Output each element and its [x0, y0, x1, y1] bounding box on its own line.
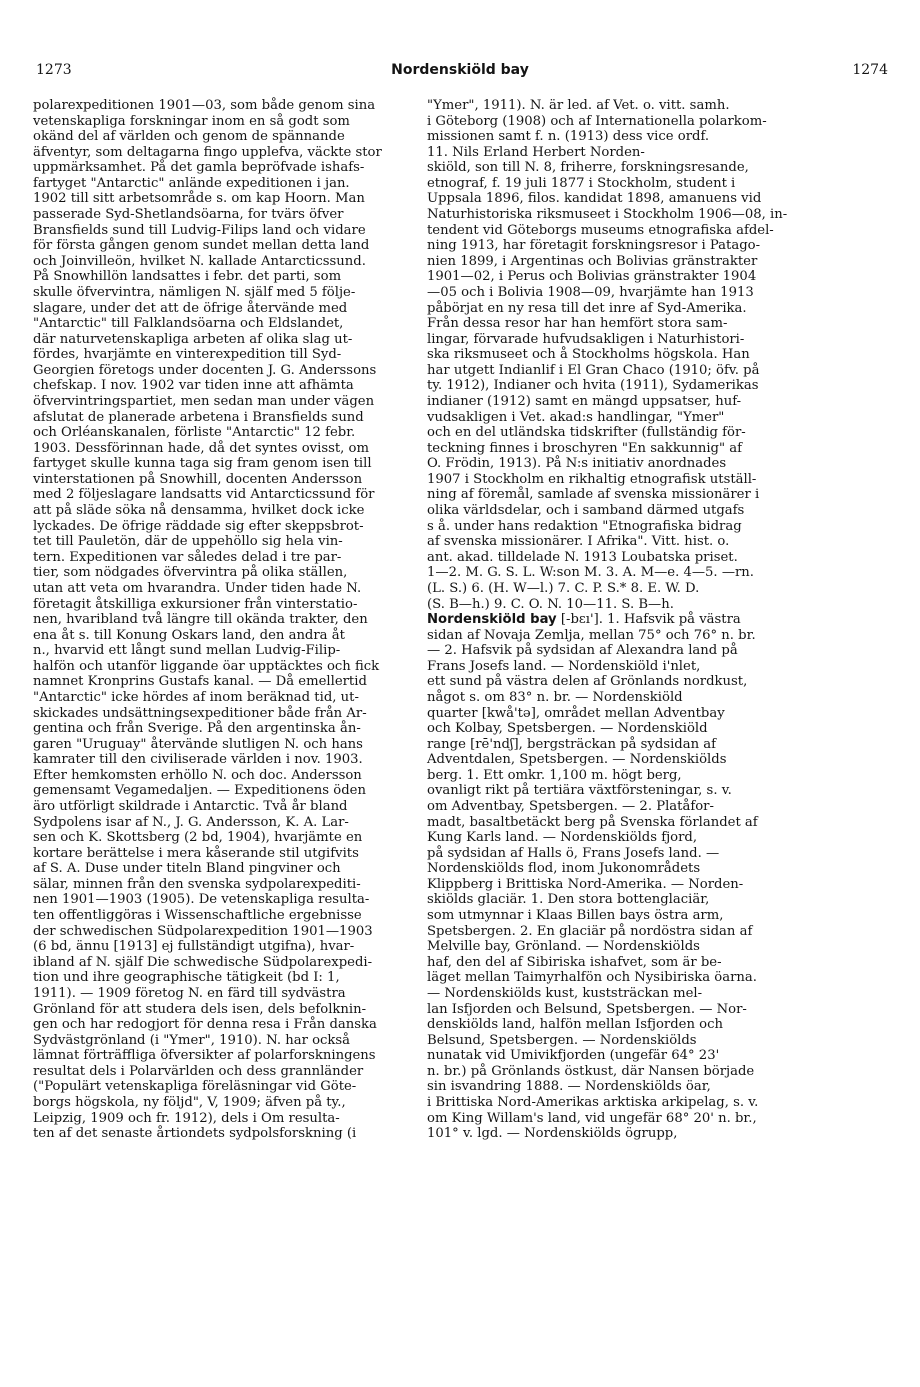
text-line: "Ymer", 1911). N. är led. af Vet. o. vitt. samh.: [427, 98, 730, 113]
text-line: haf, den del af Sibiriska ishafvet, som är be-: [427, 954, 722, 970]
text-line: Från dessa resor har han hemfört stora sam-: [427, 316, 728, 332]
text-line: att på släde söka nå densamma, hvilket dock icke: [33, 503, 365, 519]
left-text-column: [33, 98, 419, 1142]
text-line: skiölds glaciär. 1. Den stora bottenglaciär,: [427, 892, 710, 908]
text-line: Nordenskiölds flod, inom Jukonområdets: [427, 861, 701, 877]
text-line: n. br.) på Grönlands östkust, där Nansen började: [427, 1063, 755, 1079]
text-line: nien 1899, i Argentinas och Bolivias gränstrakter: [427, 253, 758, 269]
text-line: nunatak vid Umivikfjorden (ungefär 64° 23': [427, 1048, 720, 1064]
text-line: som utmynnar i Klaas Billen bays östra arm,: [427, 908, 724, 924]
text-line: i Brittiska Nord-Amerikas arktiska arkipelag, s. v.: [427, 1095, 759, 1110]
text-line: lan Isfjorden och Belsund, Spetsbergen. — Nor-: [427, 1001, 747, 1017]
text-line: fartyget skulle kunna taga sig fram genom isen till: [33, 456, 372, 472]
text-line: indianer (1912) samt en mängd uppsatser, huf-: [427, 393, 742, 409]
page-number-right: 1274: [852, 62, 888, 78]
text-line: 1907 i Stockholm en rikhaltig etnografisk utställ-: [427, 471, 757, 487]
text-line: gentina och från Sverige. På den argentinska ån-: [33, 721, 361, 737]
text-line: Grönland för att studera dels isen, dels befolknin-: [33, 1001, 367, 1017]
text-line: etnograf, f. 19 juli 1877 i Stockholm, student i: [427, 175, 736, 191]
text-line: — Nordenskiölds kust, kuststräckan mel-: [427, 985, 703, 1001]
text-line: Nordenskiöld bay [-bɛı']. 1. Hafsvik på västra: [427, 612, 741, 628]
text-line: Melville bay, Grönland. — Nordenskiölds: [427, 939, 700, 955]
text-line: med 2 följeslagare landsatts vid Antarcticssund för: [33, 487, 375, 503]
text-line: Kung Karls land. — Nordenskiölds fjord,: [427, 830, 698, 846]
text-line: Leipzig, 1909 och fr. 1912), dels i Om resulta-: [33, 1110, 340, 1126]
right-text-column: [427, 98, 819, 1142]
text-line: På Snowhillön landsattes i febr. det parti, som: [33, 269, 342, 285]
text-line: polarexpeditionen 1901—03, som både genom sina: [33, 98, 376, 113]
text-line: ovanligt rikt på tertiära växtförsteningar, s. v.: [427, 783, 732, 799]
text-line: (L. S.) 6. (H. W—l.) 7. C. P. S.* 8. E. W. D.: [427, 580, 700, 596]
page-number-left: 1273: [36, 62, 72, 78]
text-line: okänd del af världen och genom de spännande: [33, 129, 345, 145]
text-line: 1911). — 1909 företog N. en färd till sydvästra: [33, 985, 346, 1001]
text-line: läget mellan Taimyrhalfön och Nysibiriska öarna.: [427, 970, 757, 986]
text-line: missionen samt f. n. (1913) dess vice ordf.: [427, 129, 710, 145]
text-line: 1903. Dessförinnan hade, då det syntes ovisst, om: [33, 440, 369, 456]
text-line: lyckades. De öfrige räddade sig efter skeppsbrot-: [33, 518, 364, 534]
text-line: —05 och i Bolivia 1908—09, hvarjämte han 1913: [427, 284, 754, 300]
text-line: "Antarctic" till Falklandsöarna och Eldslandet,: [33, 316, 344, 332]
text-line: ett sund på västra delen af Grönlands nordkust,: [427, 674, 748, 690]
text-line: olika världsdelar, och i samband därmed utgafs: [427, 503, 745, 519]
text-line: borgs högskola, ny följd", V, 1909; äfven på ty.,: [33, 1095, 346, 1110]
text-line: ty. 1912), Indianer och hvita (1911), Sydamerikas: [427, 378, 759, 394]
text-line: vudsakligen i Vet. akad:s handlingar, "Ymer": [427, 409, 725, 425]
text-line: där naturvetenskapliga arbeten af olika slag ut-: [33, 331, 353, 347]
text-line: ten offentliggöras i Wissenschaftliche ergebnisse: [33, 908, 362, 924]
text-line: på sydsidan af Halls ö, Frans Josefs land. —: [427, 845, 720, 861]
text-line: och en del utländska tidskrifter (fullständig för-: [427, 425, 746, 441]
text-line: Georgien företogs under docenten J. G. Anderssons: [33, 362, 377, 378]
text-line: resultat dels i Polarvärlden och dess grannländer: [33, 1063, 364, 1079]
text-line: påbörjat en ny resa till det inre af Syd-Amerika.: [427, 300, 747, 316]
text-line: tion und ihre geographische tätigkeit (bd I: 1,: [33, 970, 340, 986]
text-line: af svenska missionärer. I Afrika". Vitt. hist. o.: [427, 534, 730, 550]
text-line: sen och K. Skottsberg (2 bd, 1904), hvarjämte en: [33, 830, 363, 846]
text-line: fördes, hvarjämte en vinterexpedition till Syd-: [33, 347, 342, 363]
text-line: ("Populärt vetenskapliga föreläsningar vid Göte-: [33, 1079, 357, 1095]
text-line: 11. Nils Erland Herbert Norden-: [427, 144, 645, 160]
text-line: har utgett Indianlif i El Gran Chaco (1910; öfv. på: [427, 362, 760, 378]
text-line: ena åt s. till Konung Oskars land, den andra åt: [33, 627, 345, 643]
text-line: Uppsala 1896, filos. kandidat 1898, amanuens vid: [427, 191, 762, 207]
text-line: vinterstationen på Snowhill, docenten Andersson: [33, 471, 363, 487]
text-line: lingar, förvarade hufvudsakligen i Naturhistori-: [427, 331, 745, 347]
text-line: (6 bd, ännu [1913] ej fullständigt utgifna), hvar-: [33, 939, 355, 955]
text-line: der schwedischen Südpolarexpedition 1901—1903: [33, 923, 373, 939]
text-line: sälar, minnen från den svenska sydpolarexpediti-: [33, 876, 361, 892]
text-line: sin isvandring 1888. — Nordenskiölds öar,: [427, 1079, 711, 1095]
text-line: denskiölds land, halfön mellan Isfjorden och: [427, 1017, 723, 1033]
text-line: s å. under hans redaktion "Etnografiska bidrag: [427, 518, 742, 534]
text-line: företagit åtskilliga exkursioner från vinterstatio-: [33, 596, 358, 612]
text-line: namnet Kronprins Gustafs kanal. — Då emellertid: [33, 674, 367, 690]
text-line: gemensamt Vegamedaljen. — Expeditionens öden: [33, 783, 366, 799]
text-line: ibland af N. själf Die schwedische Südpolarexpedi-: [33, 954, 373, 970]
text-line: 101° v. lgd. — Nordenskiölds ögrupp,: [427, 1126, 678, 1142]
text-line: och Joinvilleön, hvilket N. kallade Antarcticssund.: [33, 253, 366, 269]
running-title: Nordenskiöld bay: [391, 62, 529, 78]
text-line: ska riksmuseet och å Stockholms högskola. Han: [427, 347, 750, 363]
text-line: äfventyr, som deltagarna fingo upplefva, väckte stor: [33, 144, 382, 160]
text-line: ant. akad. tilldelade N. 1913 Loubatska priset.: [427, 549, 738, 565]
text-line: slagare, under det att de öfrige återvände med: [33, 300, 348, 316]
text-line: fartyget "Antarctic" anlände expeditionen i jan.: [33, 175, 350, 191]
text-line: tier, som nödgades öfvervintra på olika ställen,: [33, 565, 348, 581]
text-line: ning 1913, har företagit forskningsresor i Patago-: [427, 238, 761, 254]
text-line: range [rē'ndʃ], bergsträckan på sydsidan af: [427, 736, 717, 752]
text-line: quarter [kwå'tə], området mellan Adventbay: [427, 705, 725, 721]
text-line: n., hvarvid ett långt sund mellan Ludvig-Filip-: [33, 643, 341, 659]
text-line: äro utförligt skildrade i Antarctic. Två år bland: [33, 799, 348, 815]
text-line: kortare berättelse i mera kåserande stil utgifvits: [33, 845, 359, 861]
text-line: Belsund, Spetsbergen. — Nordenskiölds: [427, 1032, 697, 1048]
text-line: — 2. Hafsvik på sydsidan af Alexandra land på: [427, 643, 738, 659]
text-line: halfön och utanför liggande öar upptäcktes och fick: [33, 658, 380, 674]
text-line: 1—2. M. G. S. L. W:son M. 3. A. M—e. 4—5. —rn.: [427, 565, 754, 581]
text-line: Sydpolens isar af N., J. G. Andersson, K. A. Lar-: [33, 814, 349, 830]
text-line: om King Willam's land, vid ungefär 68° 20' n. br.,: [427, 1110, 757, 1126]
text-line: O. Frödin, 1913). På N:s initiativ anordnades: [427, 456, 727, 472]
text-line: utan att veta om hvarandra. Under tiden hade N.: [33, 580, 362, 596]
page-header: [30, 62, 890, 82]
text-line: ten af det senaste årtiondets sydpolsforskning (i: [33, 1126, 357, 1142]
text-line: 1901—02, i Perus och Bolivias gränstrakter 1904: [427, 269, 757, 285]
text-line: skickades undsättningsexpeditioner både från Ar-: [33, 705, 367, 721]
text-line: Efter hemkomsten erhöllo N. och doc. Andersson: [33, 767, 362, 783]
text-line: 1902 till sitt arbetsområde s. om kap Hoorn. Man: [33, 191, 365, 207]
text-line: skulle öfvervintra, nämligen N. själf med 5 följe-: [33, 284, 356, 300]
text-line: uppmärksamhet. På det gamla bepröfvade ishafs-: [33, 160, 365, 176]
text-line: berg. 1. Ett omkr. 1,100 m. högt berg,: [427, 767, 682, 783]
text-line: och Kolbay, Spetsbergen. — Nordenskiöld: [427, 721, 708, 737]
text-line: i Göteborg (1908) och af Internationella polarkom-: [427, 113, 767, 129]
text-line: nen, hvaribland två längre till okända trakter, den: [33, 612, 368, 628]
text-line: öfvervintringspartiet, men sedan man under vägen: [33, 393, 375, 409]
text-line: madt, basaltbetäckt berg på Svenska förlandet af: [427, 814, 758, 830]
text-line: vetenskapliga forskningar inom en så godt som: [33, 113, 350, 129]
text-line: passerade Syd-Shetlandsöarna, for tvärs öfver: [33, 207, 344, 223]
text-line: Frans Josefs land. — Nordenskiöld i'nlet,: [427, 658, 701, 674]
text-line: sidan af Novaja Zemlja, mellan 75° och 76° n. br.: [427, 627, 756, 643]
text-line: ning af föremål, samlade af svenska missionärer i: [427, 487, 760, 503]
text-line: något s. om 83° n. br. — Nordenskiöld: [427, 689, 683, 705]
text-line: om Adventbay, Spetsbergen. — 2. Platåfor-: [427, 799, 714, 815]
text-line: Bransfields sund till Ludvig-Filips land och vidare: [33, 222, 366, 238]
text-line: för första gången genom sundet mellan detta land: [33, 238, 370, 254]
text-line: afslutat de planerade arbetena i Bransfields sund: [33, 409, 364, 425]
text-line: och Orléanskanalen, förliste "Antarctic" 12 febr.: [33, 425, 356, 441]
text-line: Sydvästgrönland (i "Ymer", 1910). N. har också: [33, 1032, 351, 1048]
text-line: Klippberg i Brittiska Nord-Amerika. — Norden-: [427, 876, 744, 892]
text-line: tet till Pauletön, där de uppehöllo sig hela vin-: [33, 534, 343, 550]
text-line: garen "Uruguay" återvände slutligen N. och hans: [33, 736, 363, 752]
text-line: nen 1901—1903 (1905). De vetenskapliga resulta-: [33, 892, 370, 908]
text-line: (S. B—h.) 9. C. O. N. 10—11. S. B—h.: [427, 596, 674, 612]
text-line: Adventdalen, Spetsbergen. — Nordenskiölds: [427, 752, 727, 768]
text-line: skiöld, son till N. 8, friherre, forskningsresande,: [427, 160, 749, 176]
text-line: Naturhistoriska riksmuseet i Stockholm 1906—08, in-: [427, 207, 788, 223]
text-line: tendent vid Göteborgs museums etnografiska afdel-: [427, 222, 774, 238]
text-line: chefskap. I nov. 1902 var tiden inne att afhämta: [33, 378, 354, 394]
text-line: tern. Expeditionen var således delad i tre par-: [33, 549, 342, 565]
text-line: kamrater till den civiliserade världen i nov. 1903.: [33, 752, 363, 768]
text-line: lämnat förträffliga öfversikter af polarforskningens: [33, 1048, 376, 1064]
text-line: "Antarctic" icke hördes af inom beräknad tid, ut-: [33, 689, 359, 705]
text-line: gen och har redogjort för denna resa i Från danska: [33, 1017, 377, 1033]
text-line: Spetsbergen. 2. En glaciär på nordöstra sidan af: [427, 923, 753, 939]
text-line: af S. A. Duse under titeln Bland pingviner och: [33, 861, 341, 877]
text-line: teckning finnes i broschyren "En sakkunnig" af: [427, 440, 742, 456]
